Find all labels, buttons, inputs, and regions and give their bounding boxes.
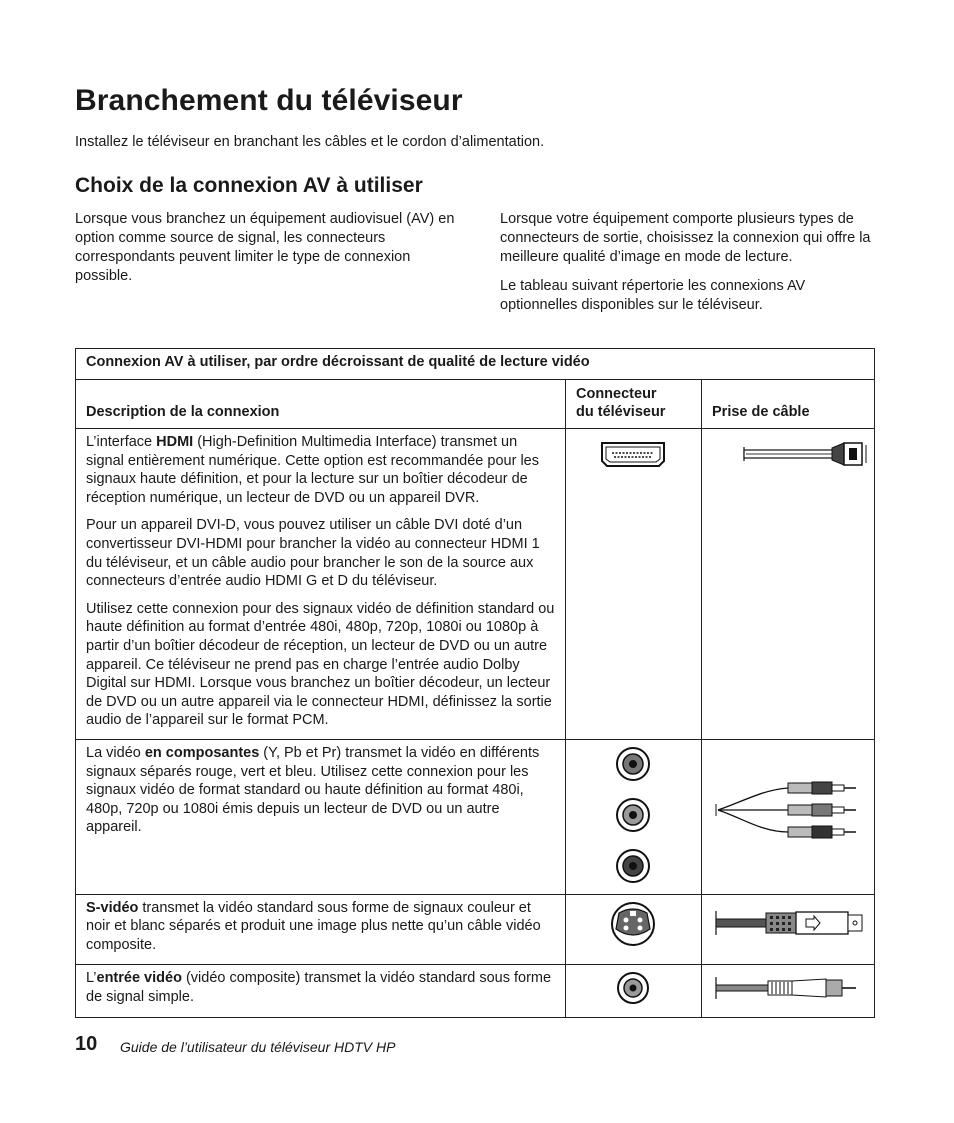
header-description: Description de la connexion [76, 380, 566, 429]
svideo-plug-icon [702, 895, 874, 959]
table-row [76, 965, 875, 1018]
table-row [76, 429, 875, 740]
component-paragraph [86, 744, 555, 837]
component-plug-2-icon [788, 804, 856, 816]
header-connector-line1: Connecteur [576, 385, 657, 402]
component-plug-cell [702, 740, 875, 895]
composite-connector-cell [566, 965, 702, 1018]
svideo-port-icon [566, 895, 700, 959]
composite-plug-cell [702, 965, 875, 1018]
hdmi-paragraph-3: Utilisez cette connexion pour des signaux vidéo de définition standard ou haute définition au format d’entrée 480i, 480p, 720p, 1080i ou 1080p à partir d’un boîtier décodeur de réception, un lecteur de DVD ou un autre appareil. Ce téléviseur ne prend pas en charge l’entrée audio Dolby Digital sur HDMI. Lorsque vous branchez un boîtier décodeur, un lecteur de DVD ou un autre appareil via le connecteur HDMI, définissez la sortie audio de l’appareil sur le format PCM. [86, 600, 555, 729]
hdmi-plug-icon [702, 429, 874, 479]
hdmi-p1-bold: HDMI [156, 434, 194, 450]
component-plugs-icon [702, 740, 874, 888]
svideo-post: transmet la vidéo standard sous forme de signaux couleur et noir et blanc séparés et produit une image plus nette qu’un câble vidéo composite. [86, 899, 541, 953]
page-title: Branchement du téléviseur [75, 84, 463, 117]
composite-pre: L’ [86, 970, 97, 987]
left-paragraph: Lorsque vous branchez un équipement audiovisuel (AV) en option comme source de signal, les connecteurs correspondants peuvent limiter le type de connexion possible. [75, 211, 455, 284]
header-plug: Prise de câble [702, 380, 875, 429]
right-paragraph-2: Le tableau suivant répertorie les connexions AV optionnelles disponibles sur le téléviseur. [500, 278, 806, 313]
hdmi-connector-cell [566, 429, 702, 740]
component-bold: en composantes [144, 745, 260, 761]
hdmi-paragraph-1 [86, 433, 555, 507]
svideo-paragraph [86, 899, 555, 955]
component-post: (Y, Pb et Pr) transmet la vidéo en différents signaux séparés rouge, vert et bleu. Utilisez cette connexion pour les signaux vidéo de format standard ou haute définition au format 480i, 480p, 720p ou 1080i émis depuis un lecteur de DVD ou un autre appareil. [86, 745, 540, 836]
svideo-description [76, 894, 566, 965]
header-connector-line2: du téléviseur [576, 404, 666, 421]
hdmi-p1-pre: L’interface [86, 434, 157, 450]
hdmi-description [76, 429, 566, 740]
component-jack-pr-icon [617, 850, 649, 882]
right-paragraph-1: Lorsque votre équipement comporte plusieurs types de connecteurs de sortie, choisissez la connexion qui offre la meilleure qualité d’image en mode de lecture. [500, 211, 871, 265]
page-number: 10 [75, 1033, 98, 1055]
hdmi-plug-cell [702, 429, 875, 740]
component-description [76, 740, 566, 895]
component-jack-pb-icon [617, 799, 649, 831]
composite-paragraph [86, 969, 555, 1006]
composite-bold: entrée vidéo [96, 970, 182, 987]
component-connector-cell [566, 740, 702, 895]
composite-jack-icon [566, 965, 700, 1011]
composite-plug-icon [702, 965, 874, 1011]
footer-guide-title: Guide de l’utilisateur du téléviseur HDTV HP [120, 1039, 396, 1055]
component-jacks-icon [566, 740, 700, 888]
section-title: Choix de la connexion AV à utiliser [75, 174, 423, 197]
component-jack-y-icon [617, 748, 649, 780]
table-row [76, 894, 875, 965]
table-row [76, 740, 875, 895]
hdmi-paragraph-2: Pour un appareil DVI-D, vous pouvez utiliser un câble DVI doté d’un convertisseur DVI-HDMI pour brancher la vidéo au connecteur HDMI 1 du téléviseur, et un câble audio pour brancher le son de la source aux connecteurs d’entrée audio HDMI G et D du téléviseur. [86, 517, 540, 590]
intro-text: Installez le téléviseur en branchant les câbles et le cordon d’alimentation. [75, 134, 545, 150]
right-column [500, 210, 880, 325]
table-header-row [76, 380, 875, 429]
hdmi-p1-post: (High-Definition Multimedia Interface) transmet un signal entièrement numérique. Cette option est recommandée pour les signaux haute définition, et pour la lecture sur un boîtier décodeur de réception numérique, un lecteur de DVD ou un appareil DVR. [86, 434, 539, 506]
svideo-plug-cell [702, 894, 875, 965]
component-plug-3-icon [788, 826, 856, 838]
left-column [75, 210, 455, 296]
svideo-bold: S-vidéo [86, 899, 139, 916]
hdmi-port-icon [566, 429, 700, 479]
component-plug-1-icon [788, 782, 856, 794]
svideo-connector-cell [566, 894, 702, 965]
table-caption: Connexion AV à utiliser, par ordre décroissant de qualité de lecture vidéo [76, 349, 875, 380]
header-connector [566, 380, 702, 429]
composite-description [76, 965, 566, 1018]
composite-post: (vidéo composite) transmet la vidéo standard sous forme de signal simple. [86, 970, 552, 1005]
component-pre: La vidéo [86, 745, 145, 761]
av-connection-table [75, 348, 875, 1018]
